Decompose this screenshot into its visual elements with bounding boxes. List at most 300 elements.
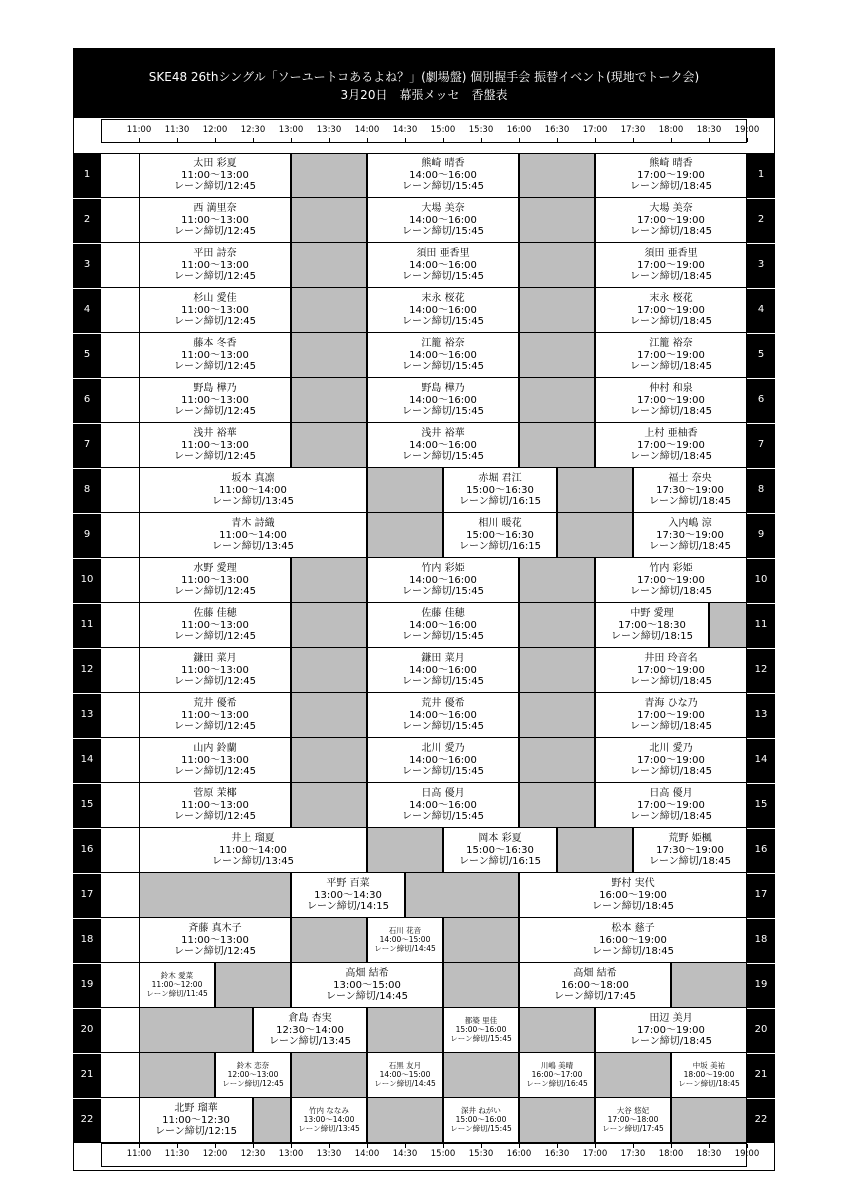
slot-time: 11:00～13:00 (181, 574, 249, 586)
time-tick-mark (633, 1144, 634, 1148)
slot-time: 15:00～16:30 (466, 844, 534, 856)
lane-cutoff: レーン締切/15:45 (402, 361, 484, 373)
lane-number-separator (747, 243, 775, 244)
lane-number-separator (73, 693, 101, 694)
slot-time: 11:00～13:00 (181, 799, 249, 811)
time-tick-label: 13:30 (316, 1149, 342, 1159)
time-tick-mark (709, 1144, 710, 1148)
lane-separator (101, 153, 747, 154)
lane-gap (291, 423, 367, 468)
time-tick-label: 12:30 (240, 125, 266, 135)
member-name: 中坂 美祐 (692, 1061, 726, 1071)
lane-cutoff: レーン締切/15:45 (402, 676, 484, 688)
schedule-slot (443, 513, 557, 558)
lane-gap (519, 648, 595, 693)
lane-cutoff: レーン締切/18:45 (630, 316, 712, 328)
time-tick-label: 14:00 (354, 125, 380, 135)
lane-gap (557, 468, 633, 513)
lane-cutoff: レーン締切/16:15 (459, 541, 541, 553)
time-tick-label: 14:30 (392, 1149, 418, 1159)
member-name: 佐藤 佳穂 (421, 607, 465, 619)
member-name: 福士 奈央 (668, 472, 712, 484)
member-name: 大場 美奈 (649, 202, 693, 214)
slot-time: 14:00～16:00 (409, 349, 477, 361)
lane-cutoff: レーン締切/18:45 (630, 361, 712, 373)
schedule-slot (367, 648, 519, 693)
schedule-slot (633, 468, 747, 513)
slot-time: 17:00～19:00 (637, 664, 705, 676)
slot-time: 14:00～16:00 (409, 304, 477, 316)
time-tick-label: 16:30 (544, 1149, 570, 1159)
time-tick-label: 12:00 (202, 1149, 228, 1159)
lane-cutoff: レーン締切/12:45 (174, 361, 256, 373)
member-name: 佐藤 佳穂 (193, 607, 237, 619)
schedule-slot (367, 243, 519, 288)
slot-time: 14:00～16:00 (409, 439, 477, 451)
member-name: 青海 ひな乃 (644, 697, 698, 709)
time-tick-label: 18:00 (658, 125, 684, 135)
lane-gap (405, 873, 519, 918)
lane-number-left: 13 (80, 709, 94, 720)
lane-number-right: 5 (757, 349, 765, 360)
schedule-slot (139, 558, 291, 603)
time-tick-mark (291, 138, 292, 142)
lane-number-right: 15 (754, 799, 768, 810)
lane-gap (519, 738, 595, 783)
lane-number-separator (73, 1008, 101, 1009)
lane-number-left: 6 (83, 394, 91, 405)
member-name: 鈴木 愛菜 (160, 971, 194, 981)
lane-number-separator (73, 783, 101, 784)
slot-time: 15:00～16:30 (466, 529, 534, 541)
member-name: 都築 里佳 (464, 1016, 498, 1026)
lane-cutoff: レーン締切/14:45 (374, 943, 436, 953)
schedule-slot (215, 1053, 291, 1098)
time-tick-mark (443, 1144, 444, 1148)
time-tick-mark (139, 1144, 140, 1148)
lane-cutoff: レーン締切/14:45 (374, 1078, 436, 1088)
time-tick-label: 17:30 (620, 125, 646, 135)
lane-number-right: 19 (754, 979, 768, 990)
member-name: 赤堀 君江 (478, 472, 522, 484)
time-tick-label: 12:00 (202, 125, 228, 135)
slot-time: 11:00～13:00 (181, 754, 249, 766)
member-name: 熊崎 晴香 (421, 157, 465, 169)
member-name: 平田 詩奈 (193, 247, 237, 259)
member-name: 倉島 杏実 (288, 1012, 332, 1024)
schedule-slot (367, 153, 519, 198)
slot-time: 12:00～13:00 (227, 1070, 279, 1080)
lane-cutoff: レーン締切/18:45 (649, 541, 731, 553)
schedule-slot (671, 1053, 747, 1098)
lane-number-separator (73, 423, 101, 424)
lane-cutoff: レーン締切/15:45 (402, 316, 484, 328)
member-name: 須田 亜香里 (644, 247, 698, 259)
lane-number-separator (747, 1098, 775, 1099)
schedule-slot (139, 918, 291, 963)
time-tick-mark (443, 138, 444, 142)
time-tick-label: 18:30 (696, 125, 722, 135)
time-tick-label: 19:00 (734, 1149, 760, 1159)
lane-gap (519, 243, 595, 288)
lane-cutoff: レーン締切/15:45 (402, 181, 484, 193)
lane-gap (519, 1008, 595, 1053)
time-tick-label: 14:00 (354, 1149, 380, 1159)
slot-time: 14:00～16:00 (409, 169, 477, 181)
lane-number-right: 3 (757, 259, 765, 270)
schedule-slot (595, 1008, 747, 1053)
lane-number-separator (747, 468, 775, 469)
schedule-slot (367, 558, 519, 603)
schedule-slot (519, 873, 747, 918)
lane-number-left: 15 (80, 799, 94, 810)
lane-cutoff: レーン締切/12:45 (174, 271, 256, 283)
lane-cutoff: レーン締切/15:45 (450, 1033, 512, 1043)
member-name: 鎌田 菜月 (421, 652, 465, 664)
member-name: 井上 瑠夏 (231, 832, 275, 844)
schedule-slot (367, 918, 443, 963)
lane-gap (291, 378, 367, 423)
time-tick-mark (481, 1144, 482, 1148)
member-name: 浅井 裕華 (421, 427, 465, 439)
member-name: 水野 愛理 (193, 562, 237, 574)
slot-time: 17:00～19:00 (637, 709, 705, 721)
slot-time: 11:00～13:00 (181, 349, 249, 361)
lane-cutoff: レーン締切/18:45 (630, 181, 712, 193)
slot-time: 14:00～15:00 (379, 1070, 431, 1080)
lane-number-separator (73, 243, 101, 244)
slot-time: 14:00～16:00 (409, 709, 477, 721)
lane-gap (443, 1053, 519, 1098)
member-name: 熊崎 晴香 (649, 157, 693, 169)
lane-number-separator (73, 1098, 101, 1099)
lane-number-left: 20 (80, 1024, 94, 1035)
lane-cutoff: レーン締切/15:45 (402, 451, 484, 463)
slot-time: 17:00～19:00 (637, 799, 705, 811)
lane-gap (671, 1098, 747, 1143)
lane-cutoff: レーン締切/12:45 (174, 766, 256, 778)
lane-gap (519, 153, 595, 198)
slot-time: 11:00～13:00 (181, 169, 249, 181)
lane-number-separator (73, 1053, 101, 1054)
lane-number-right: 2 (757, 214, 765, 225)
lane-number-right: 6 (757, 394, 765, 405)
slot-time: 13:00～14:30 (314, 889, 382, 901)
slot-time: 11:00～13:00 (181, 619, 249, 631)
slot-time: 11:00～13:00 (181, 934, 249, 946)
member-name: 北野 瑠華 (174, 1102, 218, 1114)
lane-number-right: 22 (754, 1114, 768, 1125)
lane-gap (519, 1098, 595, 1143)
time-tick-label: 14:30 (392, 125, 418, 135)
schedule-slot (519, 963, 671, 1008)
lane-cutoff: レーン締切/17:45 (554, 991, 636, 1003)
slot-time: 17:30～19:00 (656, 484, 724, 496)
lane-number-right: 17 (754, 889, 768, 900)
slot-time: 11:00～13:00 (181, 214, 249, 226)
slot-time: 17:00～19:00 (637, 169, 705, 181)
schedule-slot (367, 288, 519, 333)
slot-time: 14:00～16:00 (409, 394, 477, 406)
lane-number-left: 8 (83, 484, 91, 495)
lane-gap (291, 243, 367, 288)
time-tick-mark (253, 1144, 254, 1148)
schedule-slot (367, 333, 519, 378)
lane-gap (519, 198, 595, 243)
lane-cutoff: レーン締切/13:45 (212, 496, 294, 508)
time-axis-bottom (101, 1143, 747, 1167)
page-title: SKE48 26thシングル「ソーユートコあるよね？」(劇場盤) 個別握手会 振替イベント(現地でトーク会) (148, 70, 700, 84)
lane-cutoff: レーン締切/15:45 (402, 721, 484, 733)
member-name: 鎌田 菜月 (193, 652, 237, 664)
lane-number-separator (73, 873, 101, 874)
lane-gap (291, 288, 367, 333)
lane-gap (367, 1098, 443, 1143)
lane-cutoff: レーン締切/12:45 (174, 451, 256, 463)
schedule-slot (633, 513, 747, 558)
lane-cutoff: レーン締切/13:45 (212, 541, 294, 553)
lane-cutoff: レーン締切/17:45 (602, 1123, 664, 1133)
lane-cutoff: レーン締切/12:45 (174, 406, 256, 418)
lane-number-right: 9 (757, 529, 765, 540)
time-tick-mark (747, 1144, 748, 1148)
schedule-slot (139, 783, 291, 828)
slot-time: 15:00～16:00 (455, 1115, 507, 1125)
lane-gap (253, 1098, 291, 1143)
slot-time: 14:00～16:00 (409, 619, 477, 631)
lane-number-right: 8 (757, 484, 765, 495)
schedule-slot (139, 513, 367, 558)
time-tick-label: 16:30 (544, 125, 570, 135)
member-name: 杉山 愛佳 (193, 292, 237, 304)
time-tick-label: 19:00 (734, 125, 760, 135)
lane-number-separator (747, 963, 775, 964)
time-tick-label: 15:00 (430, 125, 456, 135)
title-bar (73, 48, 775, 118)
slot-time: 11:00～14:00 (219, 529, 287, 541)
schedule-slot (595, 378, 747, 423)
lane-gap (367, 468, 443, 513)
slot-time: 17:00～19:00 (637, 214, 705, 226)
lane-gap (291, 558, 367, 603)
member-name: 平野 百菜 (326, 877, 370, 889)
time-tick-label: 15:00 (430, 1149, 456, 1159)
lane-number-right: 1 (757, 169, 765, 180)
lane-number-left: 12 (80, 664, 94, 675)
lane-cutoff: レーン締切/15:45 (402, 406, 484, 418)
member-name: 鈴木 恋奈 (236, 1061, 270, 1071)
lane-cutoff: レーン締切/12:45 (174, 811, 256, 823)
slot-time: 17:30～19:00 (656, 529, 724, 541)
lane-cutoff: レーン締切/15:45 (450, 1123, 512, 1133)
lane-gap (291, 198, 367, 243)
member-name: 松本 慈子 (611, 922, 655, 934)
lane-number-separator (73, 918, 101, 919)
lane-cutoff: レーン締切/15:45 (402, 631, 484, 643)
schedule-slot (595, 693, 747, 738)
member-name: 西 満里奈 (193, 202, 237, 214)
slot-time: 15:00～16:00 (455, 1025, 507, 1035)
lane-number-separator (73, 198, 101, 199)
time-tick-mark (291, 1144, 292, 1148)
lane-gap (367, 513, 443, 558)
time-tick-label: 11:00 (126, 1149, 152, 1159)
member-name: 野島 樺乃 (421, 382, 465, 394)
lane-separator (101, 1142, 747, 1143)
lane-number-right: 18 (754, 934, 768, 945)
slot-time: 11:00～13:00 (181, 709, 249, 721)
lane-number-left: 4 (83, 304, 91, 315)
lane-number-separator (73, 648, 101, 649)
member-name: 高畑 結希 (345, 967, 389, 979)
lane-gap (557, 513, 633, 558)
time-tick-mark (367, 1144, 368, 1148)
slot-time: 17:30～19:00 (656, 844, 724, 856)
member-name: 荒井 優希 (421, 697, 465, 709)
member-name: 石川 花音 (388, 926, 422, 936)
time-tick-mark (405, 1144, 406, 1148)
lane-gap (291, 693, 367, 738)
time-tick-label: 17:00 (582, 125, 608, 135)
member-name: 末永 桜花 (421, 292, 465, 304)
member-name: 竹内 彩姫 (421, 562, 465, 574)
lane-gap (519, 603, 595, 648)
lane-gap (367, 1008, 443, 1053)
time-tick-label: 18:00 (658, 1149, 684, 1159)
lane-gap (291, 603, 367, 648)
lane-number-separator (73, 378, 101, 379)
lane-cutoff: レーン締切/12:15 (155, 1126, 237, 1138)
slot-time: 17:00～19:00 (637, 394, 705, 406)
schedule-slot (367, 738, 519, 783)
lane-cutoff: レーン締切/14:45 (326, 991, 408, 1003)
slot-time: 13:00～14:00 (303, 1115, 355, 1125)
member-name: 太田 彩夏 (193, 157, 237, 169)
time-tick-label: 11:00 (126, 125, 152, 135)
lane-cutoff: レーン締切/18:45 (630, 586, 712, 598)
time-tick-label: 13:00 (278, 125, 304, 135)
lane-number-separator (73, 288, 101, 289)
slot-time: 17:00～19:00 (637, 259, 705, 271)
lane-cutoff: レーン締切/18:45 (630, 451, 712, 463)
lane-cutoff: レーン締切/18:45 (630, 406, 712, 418)
schedule-slot (139, 378, 291, 423)
lane-number-right: 4 (757, 304, 765, 315)
member-name: 日高 優月 (649, 787, 693, 799)
schedule-slot (139, 1098, 253, 1143)
member-name: 入内嶋 涼 (668, 517, 712, 529)
member-name: 浅井 裕華 (193, 427, 237, 439)
schedule-slot (595, 738, 747, 783)
slot-time: 14:00～16:00 (409, 664, 477, 676)
member-name: 岡本 彩夏 (478, 832, 522, 844)
time-tick-mark (671, 1144, 672, 1148)
slot-time: 17:00～19:00 (637, 304, 705, 316)
schedule-slot (367, 603, 519, 648)
slot-time: 17:00～19:00 (637, 349, 705, 361)
schedule-slot (595, 198, 747, 243)
member-name: 川嶋 美晴 (540, 1061, 574, 1071)
slot-time: 13:00～15:00 (333, 979, 401, 991)
member-name: 菅原 茉椰 (193, 787, 237, 799)
lane-number-separator (73, 738, 101, 739)
slot-time: 11:00～12:00 (151, 980, 203, 990)
slot-time: 14:00～15:00 (379, 935, 431, 945)
time-tick-label: 18:30 (696, 1149, 722, 1159)
lane-number-separator (747, 873, 775, 874)
lane-number-right: 13 (754, 709, 768, 720)
member-name: 仲村 和泉 (649, 382, 693, 394)
schedule-slot (595, 648, 747, 693)
lane-gap (291, 1053, 367, 1098)
time-tick-label: 13:00 (278, 1149, 304, 1159)
time-tick-label: 12:30 (240, 1149, 266, 1159)
lane-number-left: 17 (80, 889, 94, 900)
slot-time: 16:00～17:00 (531, 1070, 583, 1080)
lane-cutoff: レーン締切/18:45 (592, 901, 674, 913)
lane-number-separator (747, 198, 775, 199)
page-subtitle: 3月20日 幕張メッセ 香盤表 (340, 88, 508, 102)
lane-gap (709, 603, 747, 648)
schedule-slot (595, 243, 747, 288)
member-name: 日高 優月 (421, 787, 465, 799)
lane-cutoff: レーン締切/15:45 (402, 586, 484, 598)
slot-time: 12:30～14:00 (276, 1024, 344, 1036)
slot-time: 17:00～19:00 (637, 439, 705, 451)
member-name: 高畑 結希 (573, 967, 617, 979)
member-name: 大場 美奈 (421, 202, 465, 214)
lane-cutoff: レーン締切/12:45 (222, 1078, 284, 1088)
schedule-slot (595, 783, 747, 828)
lane-cutoff: レーン締切/15:45 (402, 226, 484, 238)
slot-time: 17:00～19:00 (637, 574, 705, 586)
member-name: 青木 詩織 (231, 517, 275, 529)
slot-time: 17:00～18:00 (607, 1115, 659, 1125)
member-name: 野島 樺乃 (193, 382, 237, 394)
time-tick-label: 11:30 (164, 125, 190, 135)
time-tick-mark (367, 138, 368, 142)
lane-number-separator (73, 963, 101, 964)
slot-time: 11:00～12:30 (162, 1114, 230, 1126)
lane-cutoff: レーン締切/15:45 (402, 271, 484, 283)
lane-gap (519, 333, 595, 378)
lane-number-left: 21 (80, 1069, 94, 1080)
schedule-slot (139, 333, 291, 378)
slot-time: 17:00～19:00 (637, 754, 705, 766)
lane-cutoff: レーン締切/13:45 (212, 856, 294, 868)
lane-gap (557, 828, 633, 873)
lane-cutoff: レーン締切/13:45 (298, 1123, 360, 1133)
schedule-slot (139, 648, 291, 693)
lane-cutoff: レーン締切/16:15 (459, 496, 541, 508)
schedule-slot (595, 153, 747, 198)
lane-cutoff: レーン締切/18:45 (630, 676, 712, 688)
slot-time: 11:00～14:00 (219, 484, 287, 496)
lane-cutoff: レーン締切/18:45 (630, 271, 712, 283)
slot-time: 16:00～18:00 (561, 979, 629, 991)
schedule-slot (139, 153, 291, 198)
lane-cutoff: レーン締切/18:45 (630, 811, 712, 823)
time-tick-label: 16:00 (506, 125, 532, 135)
slot-time: 11:00～13:00 (181, 439, 249, 451)
member-name: 竹内 ななみ (309, 1106, 349, 1116)
lane-number-left: 14 (80, 754, 94, 765)
time-tick-label: 15:30 (468, 1149, 494, 1159)
slot-time: 15:00～16:30 (466, 484, 534, 496)
lane-number-left: 7 (83, 439, 91, 450)
slot-time: 14:00～16:00 (409, 754, 477, 766)
time-tick-mark (671, 138, 672, 142)
